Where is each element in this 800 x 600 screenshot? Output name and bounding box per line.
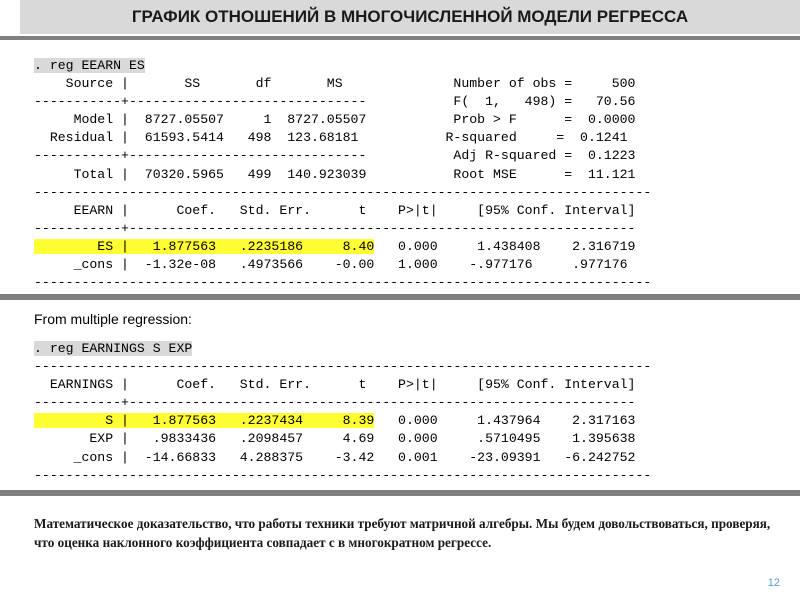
anova-separator-2: -----------+------------------------------ Adj R-squared = 0.1223 [34,148,636,164]
command-reg1: . reg EEARN ES [34,58,145,73]
command-reg2: . reg EARNINGS S EXP [34,341,193,356]
slide-title: ГРАФИК ОТНОШЕНИЙ В МНОГОЧИСЛЕННОЙ МОДЕЛИ РЕГРЕССА [131,7,689,26]
coef-header: EEARN | Coef. Std. Err. t P>|t| [95% Conf. Interval] [34,202,636,218]
divider-middle [0,294,800,300]
coef-separator: -----------+---------------------------------------------------------------- [34,220,636,236]
coef-row-exp: EXP | .9833436 .2098457 4.69 0.000 .5710495 1.395638 [34,431,636,447]
anova-residual-row: Residual | 61593.5414 498 123.68181 R-squared = 0.1241 [34,130,628,146]
anova-total-row: Total | 70320.5965 499 140.923039 Root MSE = 11.121 [34,166,636,182]
regression-output-1 [34,57,651,292]
table-rule-end: ------------------------------------------------------------------------------ [34,275,652,291]
coef-row-s-rest: 0.000 1.437964 2.317163 [374,413,636,429]
table-rule: ------------------------------------------------------------------------------ [34,359,652,375]
explanation-note: Математическое доказательство, что работы техники требуют матричной алгебры. Мы будем довольствоваться, проверяя, что оценка наклонного коэффициента совпадает с в многократном регрессе. [34,516,771,550]
table-rule-end: ------------------------------------------------------------------------------ [34,467,652,483]
section-label: From multiple regression: [34,311,192,327]
coef-row-es-rest: 0.000 1.438408 2.316719 [374,238,636,254]
coef-row-es [34,238,651,256]
divider-bottom [0,490,800,496]
anova-header: Source | SS df MS Number of obs = 500 [34,76,636,92]
coef-separator: -----------+---------------------------------------------------------------- [34,395,636,411]
page-number: 12 [767,577,780,589]
coef-row-cons: _cons | -1.32e-08 .4973566 -0.00 1.000 -.977176 .977176 [34,257,628,273]
anova-separator: -----------+------------------------------ F( 1, 498) = 70.56 [34,94,636,110]
coef-row-cons: _cons | -14.66833 4.288375 -3.42 0.001 -23.09391 -6.242752 [34,449,636,465]
title-bar [20,0,800,34]
regression-output-2 [34,340,651,485]
coef-row-s [34,412,651,430]
coef-header: EARNINGS | Coef. Std. Err. t P>|t| [95% Conf. Interval] [34,377,636,393]
anova-model-row: Model | 8727.05507 1 8727.05507 Prob > F = 0.0000 [34,112,636,128]
highlight-s: S | 1.877563 .2237434 8.39 [34,413,375,429]
highlight-es: ES | 1.877563 .2235186 8.40 [34,238,375,254]
divider-top [0,36,800,40]
table-rule: ------------------------------------------------------------------------------ [34,184,652,200]
